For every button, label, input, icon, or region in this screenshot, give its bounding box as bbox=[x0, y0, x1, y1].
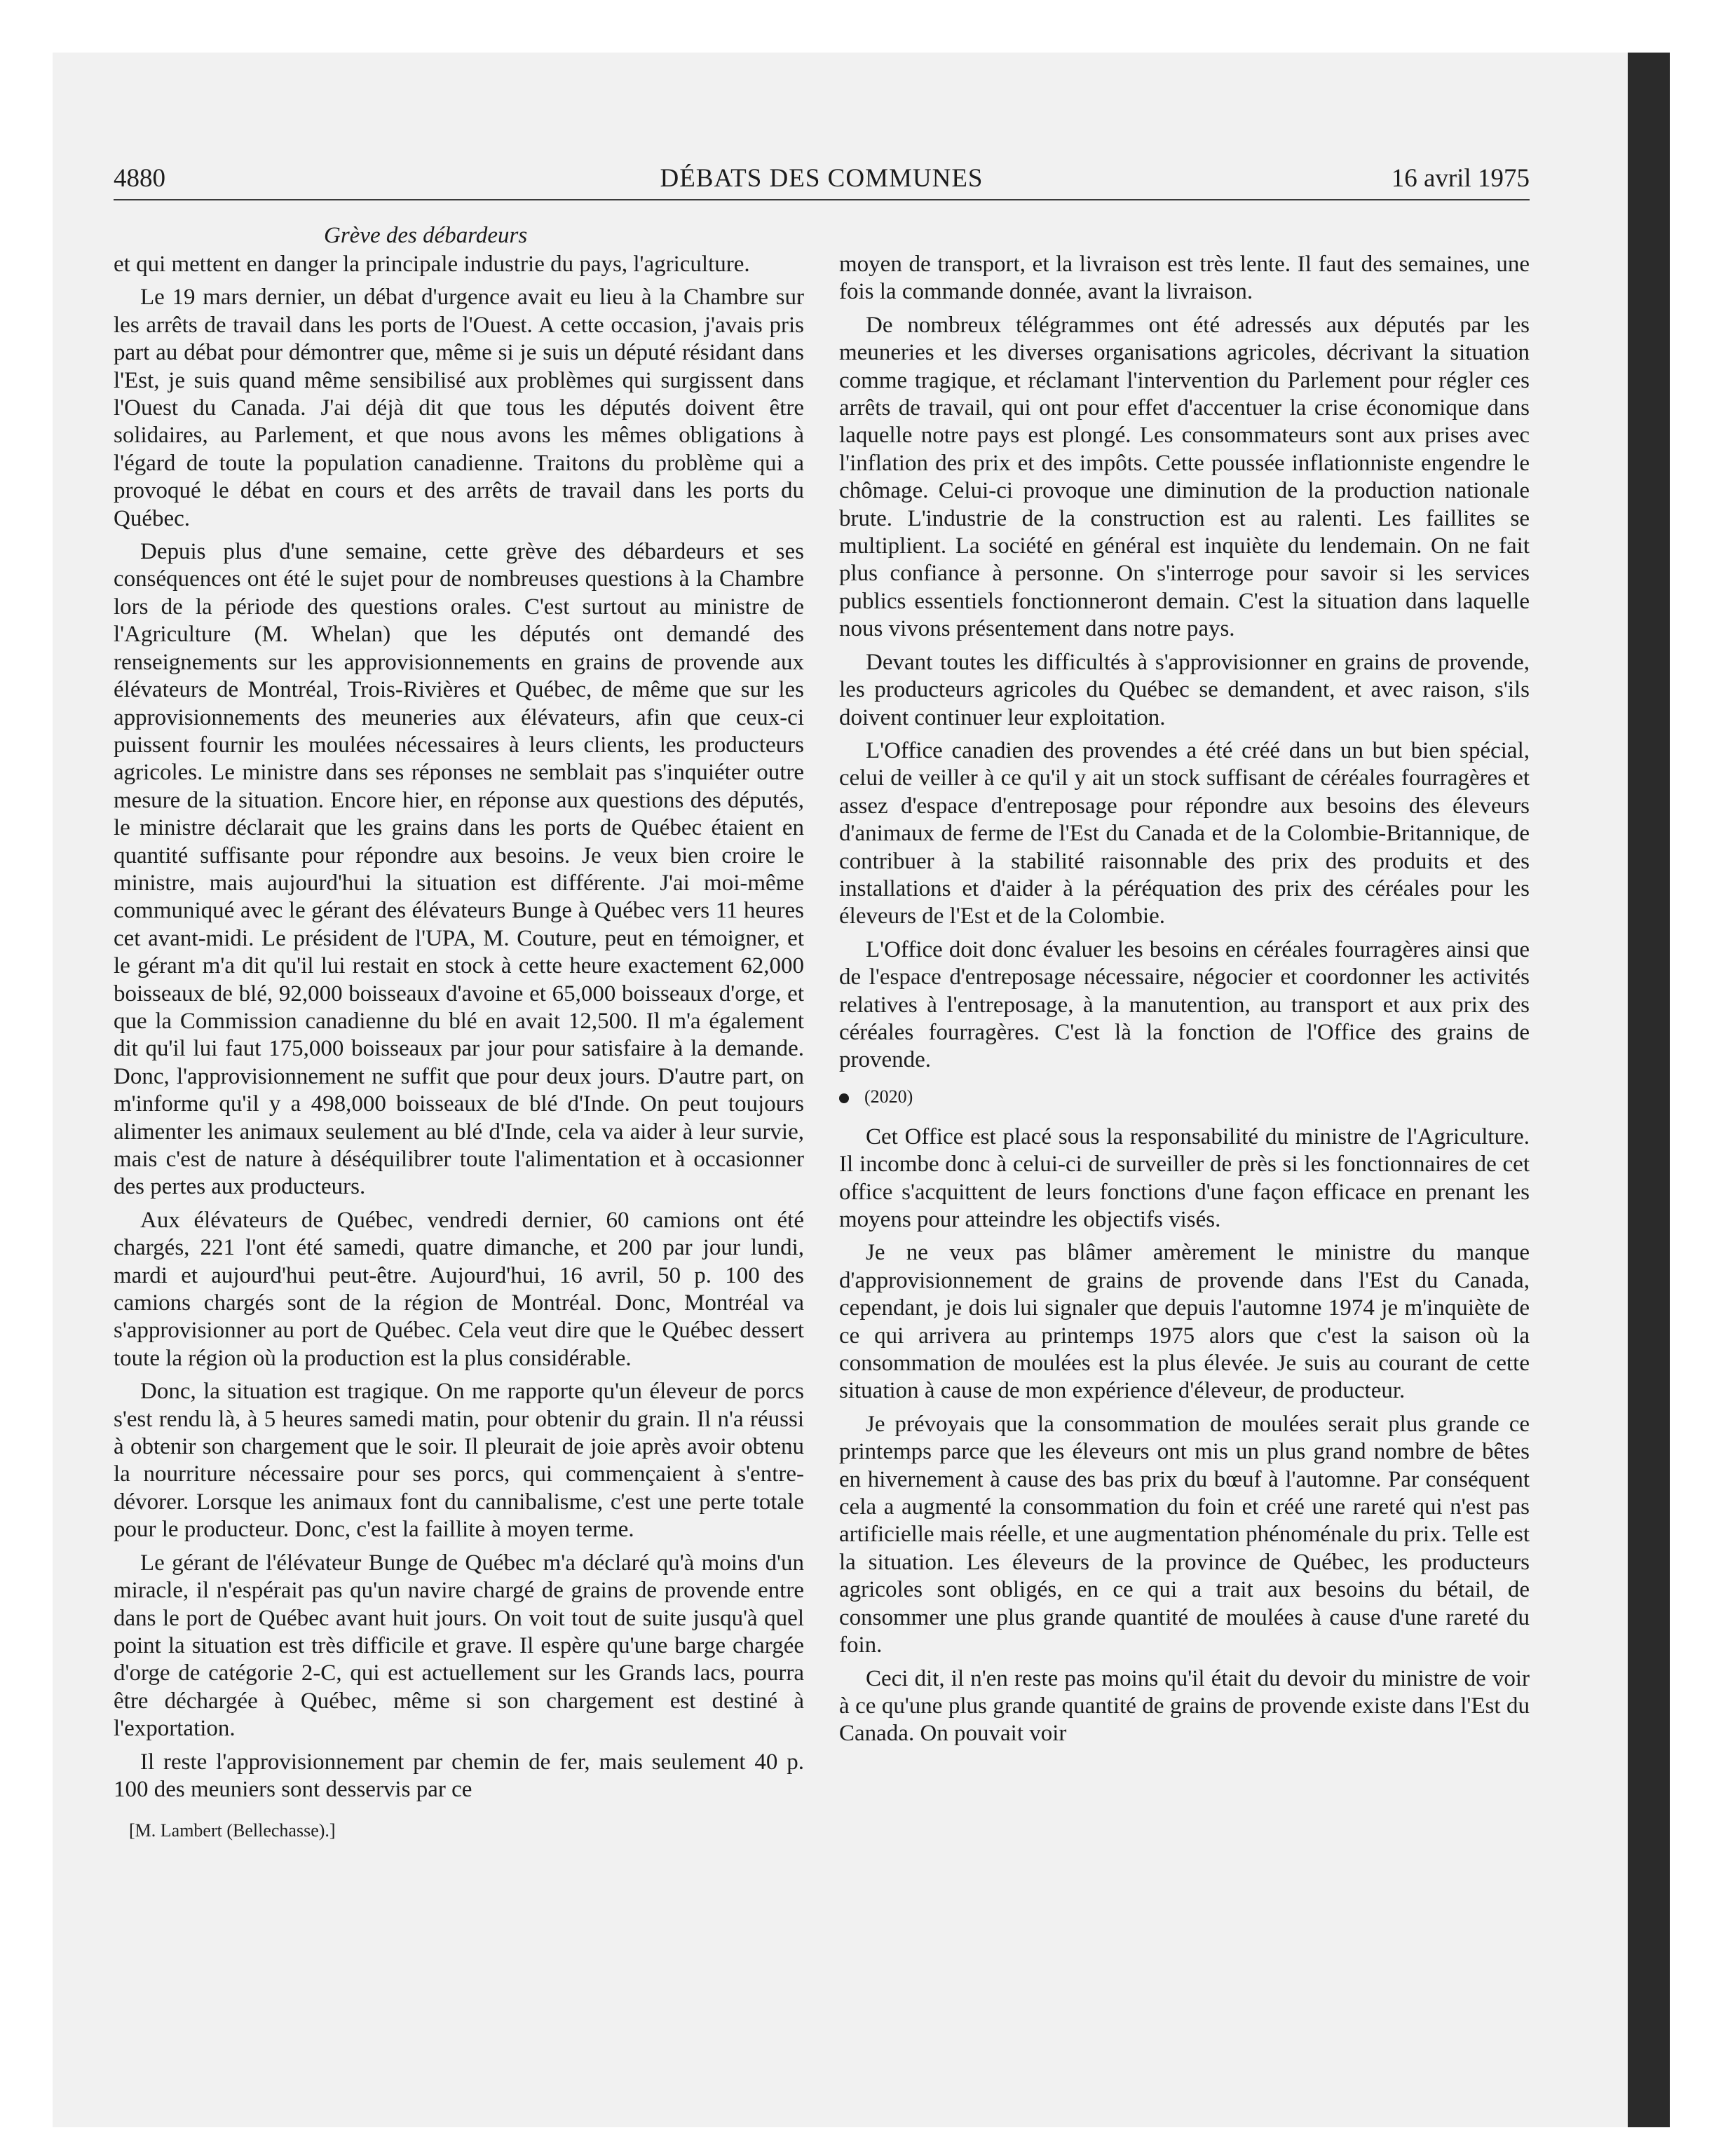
running-head bbox=[114, 161, 1530, 196]
speaker-tag: [M. Lambert (Bellechasse).] bbox=[129, 1820, 336, 1841]
paragraph: Le gérant de l'élévateur Bunge de Québec m'a déclaré qu'à moins d'un miracle, il n'espérait pas qu'un navire chargé de grains de provende entre dans le port de Québec avant huit jours. On voit tout de suite jusqu'à quel point la situation est très difficile et grave. Il espère qu'une barge chargée d'orge de catégorie 2-C, qui est actuellement sur les Grands lacs, pourra être déchargée à Québec, même si son chargement est destiné à l'exportation. bbox=[114, 1550, 804, 1742]
paragraph: L'Office doit donc évaluer les besoins en céréales fourragères ainsi que de l'espace d'entreposage nécessaire, négocier et coordonner les activités relatives à l'entreposage, à la manutention, au transport et aux prix des céréales fourragères. C'est là la fonction de l'Office des grains de provende. bbox=[839, 936, 1530, 1073]
paragraph: Il reste l'approvisionnement par chemin de fer, mais seulement 40 p. 100 des meuniers sont desservis par ce bbox=[114, 1749, 804, 1802]
paragraph: Je ne veux pas blâmer amèrement le ministre du manque d'approvisionnement de grains de provende dans l'Est du Canada, cependant, je dois lui signaler que depuis l'automne 1974 je m'inquiète de ce qui arrivera au printemps 1975 alors que c'est la saison où la consommation de moulées est la plus élevée. Je suis au courant de cette situation à cause de mon expérience d'éleveur, de producteur. bbox=[839, 1240, 1530, 1404]
issue-date: 16 avril 1975 bbox=[1391, 164, 1530, 193]
scan-binding-edge bbox=[1628, 53, 1670, 2127]
journal-title: DÉBATS DES COMMUNES bbox=[660, 164, 984, 193]
bullet-icon bbox=[839, 1093, 849, 1103]
paragraph: Devant toutes les difficultés à s'approvisionner en grains de provende, les producteurs agricoles du Québec se demandent, et avec raison, s'ils doivent continuer leur exploitation. bbox=[839, 649, 1530, 730]
time-marker bbox=[839, 1083, 1530, 1111]
paragraph: et qui mettent en danger la principale industrie du pays, l'agriculture. bbox=[114, 252, 750, 277]
paragraph: Je prévoyais que la consommation de moulées serait plus grande ce printemps parce que les éleveurs ont mis un plus grand nombre de bêtes en hivernement à cause des bas prix du bœuf à l'automne. Par conséquent cela a augmenté la consommation du foin et créé une rareté qui n'est pas artificielle mais réelle, et une augmentation phénoménale du prix. Telle est la situation. Les éleveurs de la province de Québec, les producteurs agricoles sont obligés, en ce qui a trait aux besoins du bétail, de consommer une plus grande quantité de moulées à cause d'une rareté du foin. bbox=[839, 1411, 1530, 1658]
paragraph: Ceci dit, il n'en reste pas moins qu'il était du devoir du ministre de voir à ce qu'une plus grande quantité de grains de provende existe dans l'Est du Canada. On pouvait voir bbox=[839, 1665, 1530, 1747]
paragraph: Depuis plus d'une semaine, cette grève des débardeurs et ses conséquences ont été le sujet pour de nombreuses questions à la Chambre lors de la période des questions orales. C'est surtout au ministre de l'Agriculture (M. Whelan) que les députés ont demandé des renseignements sur les approvisionnements en grains de provende aux élévateurs de Montréal, Trois-Rivières et Québec, de même que sur les approvisionnements des meuneries aux élévateurs, afin que ceux-ci puissent fournir les moulées nécessaires à leurs clients, les producteurs agricoles. Le ministre dans ses réponses ne semblait pas s'inquiéter outre mesure de la situation. Encore hier, en réponse aux questions des députés, le ministre déclarait que les grains dans les ports de Québec étaient en quantité suffisante pour répondre aux besoins. Je veux bien croire le ministre, mais aujourd'hui la situation est différente. J'ai moi-même communiqué avec le gérant des élévateurs Bunge à Québec vers 11 heures cet avant-midi. Le président de l'UPA, M. Couture, peut en témoigner, et le gérant m'a dit qu'il lui restait en stock à cette heure exactement 62,000 boisseaux de blé, 92,000 boisseaux d'avoine et 65,000 boisseaux d'orge, et que la Commission canadienne du blé en avait 12,500. Il m'a également dit qu'il lui faut 175,000 boisseaux par jour pour satisfaire à la demande. Donc, l'approvisionnement ne suffit que pour deux jours. D'autre part, on m'informe qu'il y a 498,000 boisseaux de blé d'Inde. On peut toujours alimenter les animaux seulement au blé d'Inde, cela va aider à leur survie, mais c'est de nature à déséquilibrer toute l'alimentation et à occasionner des pertes aux producteurs. bbox=[114, 539, 804, 1200]
paragraph: Aux élévateurs de Québec, vendredi dernier, 60 camions ont été chargés, 221 l'ont été samedi, quatre dimanche, et 200 par jour lundi, mardi et aujourd'hui peut-être. Aujourd'hui, 16 avril, 50 p. 100 des camions chargés sont de la région de Montréal. Donc, Montréal va s'approvisionner au port de Québec. Cela veut dire que le Québec dessert toute la région où la production est la plus considérable. bbox=[114, 1207, 804, 1371]
hansard-page bbox=[114, 161, 1530, 2082]
paragraph: moyen de transport, et la livraison est très lente. Il faut des semaines, une fois la commande donnée, avant la livraison. bbox=[839, 252, 1530, 305]
section-heading: Grève des débardeurs bbox=[324, 223, 528, 248]
paragraph: Cet Office est placé sous la responsabilité du ministre de l'Agriculture. Il incombe donc à celui-ci de surveiller de près si les fonctionnaires de cet office s'acquittent de leurs fonctions d'une façon efficace en prenant les moyens pour atteindre les objectifs visés. bbox=[839, 1124, 1530, 1232]
paragraph: Le 19 mars dernier, un débat d'urgence avait eu lieu à la Chambre sur les arrêts de travail dans les ports de l'Ouest. A cette occasion, j'avais pris part au débat pour démontrer que, même si je suis un député résidant dans l'Est, je suis quand même sensibilisé aux problèmes qui surgissent dans l'Ouest du Canada. J'ai déjà dit que tous les députés doivent être solidaires, au Parlement, et que nous avons les mêmes obligations à l'égard de toute la population canadienne. Traitons du problème qui a provoqué le débat en cours et des arrêts de travail dans les ports du Québec. bbox=[114, 285, 804, 531]
page-number: 4880 bbox=[114, 164, 165, 193]
right-column bbox=[839, 251, 1530, 1754]
paragraph: L'Office canadien des provendes a été créé dans un but bien spécial, celui de veiller à ce qu'il y ait un stock suffisant de céréales fourragères et assez d'espace d'entreposage pour répondre aux besoins des éleveurs d'animaux de ferme de l'Est du Canada et de la Colombie-Britannique, de contribuer à la stabilité raisonnable des prix des produits et des installations et d'aider à la péréquation des prix des céréales pour les éleveurs de l'Est et de la Colombie. bbox=[839, 737, 1530, 929]
time-marker-text: (2020) bbox=[864, 1086, 913, 1107]
left-column bbox=[114, 251, 804, 1843]
paragraph: Donc, la situation est tragique. On me rapporte qu'un éleveur de porcs s'est rendu là, à 5 heures samedi matin, pour obtenir du grain. Il n'a réussi à obtenir son chargement que le soir. Il pleurait de joie après avoir obtenu la nourriture nécessaire pour ses porcs, qui commençaient à s'entre-dévorer. Lorsque les animaux font du cannibalisme, c'est une perte totale pour le producteur. Donc, c'est la faillite à moyen terme. bbox=[114, 1379, 804, 1543]
header-rule bbox=[114, 199, 1530, 200]
paragraph: De nombreux télégrammes ont été adressés aux députés par les meuneries et les diverses organisations agricoles, décrivant la situation comme tragique, et réclamant l'intervention du Parlement pour régler ces arrêts de travail, qui ont pour effet d'accentuer la crise économique dans laquelle notre pays est plongé. Les consommateurs sont aux prises avec l'inflation des prix et des impôts. Cette poussée inflationniste engendre le chômage. Celui-ci provoque une diminution de la production nationale brute. L'industrie de la construction est au ralenti. Les faillites se multiplient. La société en général est inquiète du lendemain. On ne fait plus confiance à personne. On s'interroge pour savoir si les services publics essentiels fonctionneront demain. C'est la situation dans laquelle nous vivons présentement dans notre pays. bbox=[839, 312, 1530, 642]
